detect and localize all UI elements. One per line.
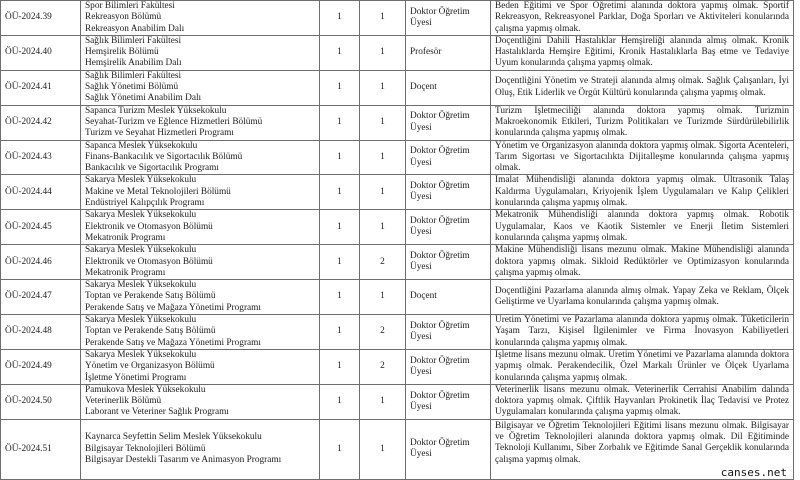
program-name: Bilgisayar Destekli Tasarım ve Animasyon Programı bbox=[85, 455, 282, 466]
academic-unit bbox=[81, 1, 320, 36]
staff-count: 1 bbox=[360, 1, 406, 36]
position-requirements: Yönetim ve Organizasyon alanında doktora yapmış olmak. Sigorta Acenteleri, Tarım Sigortası ve Sigortacılıkta Dijitalleşme konularında çalışma yapmış olmak. bbox=[491, 140, 794, 175]
position-count: 1 bbox=[320, 349, 360, 384]
position-count: 1 bbox=[320, 245, 360, 280]
academic-unit bbox=[81, 280, 320, 315]
position-code: ÖÜ-2024.45 bbox=[1, 210, 81, 245]
position-count: 1 bbox=[320, 70, 360, 105]
position-code: ÖÜ-2024.49 bbox=[1, 349, 81, 384]
faculty-name: Sakarya Meslek Yüksekokulu bbox=[85, 210, 197, 221]
program-name: Hemşirelik Anabilim Dalı bbox=[85, 58, 182, 69]
academic-title: Doktor Öğretim Üyesi bbox=[406, 210, 491, 245]
position-count: 1 bbox=[320, 140, 360, 175]
position-count: 1 bbox=[320, 175, 360, 210]
program-name: Perakende Satış ve Mağaza Yönetimi Programı bbox=[85, 302, 261, 313]
department-name: Sağlık Yönetimi Bölümü bbox=[85, 82, 179, 93]
position-count: 1 bbox=[320, 105, 360, 140]
academic-unit bbox=[81, 210, 320, 245]
program-name: Perakende Satış ve Mağaza Yönetimi Programı bbox=[85, 337, 261, 348]
staff-count: 1 bbox=[360, 35, 406, 70]
academic-unit bbox=[81, 140, 320, 175]
staff-count: 1 bbox=[360, 70, 406, 105]
position-code: ÖÜ-2024.43 bbox=[1, 140, 81, 175]
table-row bbox=[1, 315, 794, 350]
academic-unit bbox=[81, 384, 320, 419]
position-code: ÖÜ-2024.47 bbox=[1, 280, 81, 315]
program-name: Sağlık Yönetimi Anabilim Dalı bbox=[85, 93, 202, 104]
department-name: Toptan ve Perakende Satış Bölümü bbox=[85, 291, 216, 302]
table-row bbox=[1, 175, 794, 210]
academic-title: Doktor Öğretim Üyesi bbox=[406, 105, 491, 140]
position-code: ÖÜ-2024.41 bbox=[1, 70, 81, 105]
academic-unit bbox=[81, 70, 320, 105]
program-name: Turizm ve Seyahat Hizmetleri Programı bbox=[85, 128, 234, 139]
position-requirements: Makine Mühendisliği lisans mezunu olmak. Makine Mühendisliği alanında doktora yapmış olmak. Sikloid Redüktörler ve Optimizasyon konularında çalışma yapmış olmak. bbox=[491, 245, 794, 280]
faculty-name: Sakarya Meslek Yüksekokulu bbox=[85, 349, 197, 360]
staff-count: 1 bbox=[360, 384, 406, 419]
position-requirements: Bilgisayar ve Öğretim Teknolojileri Eğitimi lisans mezunu olmak. Bilgisayar ve Öğretim Teknolojileri alanında doktora yapmış olmak. Dil Eğitiminde Teknoloji Kullanımı, Siber Zorbalık ve Eğitimde Sanal Gerçeklik konularında çalışma yapmış olmak. bbox=[495, 420, 789, 465]
position-code: ÖÜ-2024.46 bbox=[1, 245, 81, 280]
faculty-name: Sağlık Bilimleri Fakültesi bbox=[85, 35, 182, 46]
faculty-name: Sakarya Meslek Yüksekokulu bbox=[85, 245, 197, 256]
faculty-name: Sakarya Meslek Yüksekokulu bbox=[85, 315, 197, 326]
table-row bbox=[1, 105, 794, 140]
position-requirements: Mekatronik Mühendisliği alanında doktora yapmış olmak. Robotik Uygulamalar, Kaos ve Kaotik Sistemler ve Enerji İletim Sistemleri konularında çalışma yapmış olmak. bbox=[491, 210, 794, 245]
faculty-name: Sapanca Meslek Yüksekokulu bbox=[85, 140, 198, 151]
academic-unit bbox=[81, 245, 320, 280]
faculty-name: Sakarya Meslek Yüksekokulu bbox=[85, 175, 197, 186]
position-code: ÖÜ-2024.51 bbox=[1, 419, 81, 479]
position-count: 1 bbox=[320, 1, 360, 36]
position-count: 1 bbox=[320, 280, 360, 315]
faculty-name: Sapanca Turizm Meslek Yüksekokulu bbox=[85, 105, 227, 116]
table-row bbox=[1, 349, 794, 384]
position-requirements: Doçentliğini Pazarlama alanında almış olmak. Yapay Zeka ve Reklam, Ölçek Geliştirme ve Uyarlama konularında çalışma yapmış olmak. bbox=[491, 280, 794, 315]
program-name: Bankacılık ve Sigortacılık Programı bbox=[85, 163, 220, 174]
table-row bbox=[1, 210, 794, 245]
department-name: Toptan ve Perakende Satış Bölümü bbox=[85, 326, 216, 337]
program-name: Mekatronik Programı bbox=[85, 232, 166, 243]
academic-unit bbox=[81, 419, 320, 479]
department-name: Elektronik ve Otomasyon Bölümü bbox=[85, 256, 213, 267]
academic-title: Profesör bbox=[406, 35, 491, 70]
staff-count: 1 bbox=[360, 140, 406, 175]
program-name: Mekatronik Programı bbox=[85, 267, 166, 278]
position-count: 1 bbox=[320, 315, 360, 350]
staff-count: 1 bbox=[360, 210, 406, 245]
academic-title: Doktor Öğretim Üyesi bbox=[406, 315, 491, 350]
department-name: Veterinerlik Bölümü bbox=[85, 396, 162, 407]
table-row bbox=[1, 419, 794, 479]
faculty-name: Kaynarca Seyfettin Selim Meslek Yüksekokulu bbox=[85, 432, 262, 443]
staff-count: 1 bbox=[360, 105, 406, 140]
watermark: canses.net bbox=[720, 465, 787, 479]
program-name: Rekreasyon Anabilim Dalı bbox=[85, 23, 185, 34]
position-count: 1 bbox=[320, 384, 360, 419]
table-row bbox=[1, 1, 794, 36]
academic-title: Doktor Öğretim Üyesi bbox=[406, 349, 491, 384]
staff-count: 2 bbox=[360, 315, 406, 350]
position-code: ÖÜ-2024.48 bbox=[1, 315, 81, 350]
position-requirements: Üretim Yönetimi ve Pazarlama alanında doktora yapmış olmak. Tüketicilerin Yaşam Tarzı, Kişisel İlgilenimler ve Firma İnovasyon Kabiliyetleri konularında çalışma yapmış olmak. bbox=[491, 315, 794, 350]
academic-title: Doktor Öğretim Üyesi bbox=[406, 1, 491, 36]
staff-count: 1 bbox=[360, 280, 406, 315]
academic-title: Doktor Öğretim Üyesi bbox=[406, 245, 491, 280]
position-requirements: Doçentliğini Yönetim ve Strateji alanında almış olmak. Sağlık Çalışanları, İyi Oluş, Etik Liderlik ve Örgüt Kültürü konularında çalışma yapmış olmak. bbox=[491, 70, 794, 105]
academic-title: Doktor Öğretim Üyesi bbox=[406, 419, 491, 479]
academic-title: Doktor Öğretim Üyesi bbox=[406, 140, 491, 175]
program-name: Endüstriyel Kalıpçılık Programı bbox=[85, 198, 205, 209]
position-requirements: Doçentliğini Dahili Hastalıklar Hemşireliği alanında almış olmak. Kronik Hastalıklarda Hemşire Eğitimi, Kronik Hastalıklarla Baş etme ve Tedaviye Uyum konularında çalışma yapmış olmak. bbox=[491, 35, 794, 70]
academic-title: Doktor Öğretim Üyesi bbox=[406, 384, 491, 419]
staff-count: 1 bbox=[360, 175, 406, 210]
table-row bbox=[1, 280, 794, 315]
department-name: Rekreasyon Bölümü bbox=[85, 12, 162, 23]
table-row bbox=[1, 245, 794, 280]
table-row bbox=[1, 70, 794, 105]
faculty-name: Spor Bilimleri Fakültesi bbox=[85, 1, 175, 11]
position-count: 1 bbox=[320, 210, 360, 245]
academic-title: Doçent bbox=[406, 280, 491, 315]
staff-count: 2 bbox=[360, 245, 406, 280]
program-name: İşletme Yönetimi Programı bbox=[85, 372, 187, 383]
academic-title: Doçent bbox=[406, 70, 491, 105]
department-name: Elektronik ve Otomasyon Bölümü bbox=[85, 221, 213, 232]
department-name: Yönetim ve Organizasyon Bölümü bbox=[85, 361, 215, 372]
program-name: Laborant ve Veteriner Sağlık Programı bbox=[85, 407, 229, 418]
table-row bbox=[1, 140, 794, 175]
department-name: Hemşirelik Bölümü bbox=[85, 47, 159, 58]
academic-unit bbox=[81, 175, 320, 210]
faculty-name: Sakarya Meslek Yüksekokulu bbox=[85, 280, 197, 291]
position-count: 1 bbox=[320, 419, 360, 479]
faculty-name: Sağlık Bilimleri Fakültesi bbox=[85, 70, 182, 81]
position-requirements: Turizm İşletmeciliği alanında doktora yapmış olmak. Turizmin Makroekonomik Etkileri, Turizm Politikaları ve Turizmde Sürdürülebilirlik konularında çalışma yapmış olmak. bbox=[491, 105, 794, 140]
position-code: ÖÜ-2024.50 bbox=[1, 384, 81, 419]
position-code: ÖÜ-2024.40 bbox=[1, 35, 81, 70]
position-requirements: İmalat Mühendisliği alanında doktora yapmış olmak. Ultrasonik Talaş Kaldırma Uygulamaları, Kriyojenik İşlem Uygulamaları ve Kalıp Çelikleri konularında çalışma yapmış olmak. bbox=[491, 175, 794, 210]
table-row bbox=[1, 35, 794, 70]
staff-count: 1 bbox=[360, 419, 406, 479]
table-row bbox=[1, 384, 794, 419]
watermark-slot bbox=[719, 467, 789, 479]
position-code: ÖÜ-2024.44 bbox=[1, 175, 81, 210]
academic-unit bbox=[81, 315, 320, 350]
faculty-name: Pamukova Meslek Yüksekokulu bbox=[85, 384, 206, 395]
table-body bbox=[1, 1, 794, 480]
position-requirements: Veterinerlik lisans mezunu olmak. Veterinerlik Cerrahisi Anabilim dalında doktora yapmış olmak. Çiftlik Hayvanları Prokinetik İlaç Tedavisi ve Protez Uygulamaları konularında çalışma yapmış olmak. bbox=[491, 384, 794, 419]
position-count: 1 bbox=[320, 35, 360, 70]
department-name: Finans-Bankacılık ve Sigortacılık Bölümü bbox=[85, 151, 243, 162]
staff-count: 2 bbox=[360, 349, 406, 384]
department-name: Makine ve Metal Teknolojileri Bölümü bbox=[85, 186, 231, 197]
academic-unit bbox=[81, 349, 320, 384]
position-requirements: İşletme lisans mezunu olmak. Üretim Yönetimi ve Pazarlama alanında doktora yapmış olmak. Perakendecilik, Özel Markalı Ürünler ve Ölçek Uyarlama konularında çalışma yapmış olmak. bbox=[491, 349, 794, 384]
academic-title: Doktor Öğretim Üyesi bbox=[406, 175, 491, 210]
academic-unit bbox=[81, 35, 320, 70]
position-requirements: Beden Eğitimi ve Spor Öğretimi alanında doktora yapmış olmak. Sportif Rekreasyon, Rekreasyonel Parklar, Doğa Sporları ve Aktiviteleri konularında çalışma yapmış olmak. bbox=[491, 1, 794, 36]
position-code: ÖÜ-2024.42 bbox=[1, 105, 81, 140]
position-requirements-cell bbox=[491, 419, 794, 479]
department-name: Seyahat-Turizm ve Eğlence Hizmetleri Bölümü bbox=[85, 116, 263, 127]
position-code: ÖÜ-2024.39 bbox=[1, 1, 81, 36]
department-name: Bilgisayar Teknolojileri Bölümü bbox=[85, 443, 206, 454]
academic-unit bbox=[81, 105, 320, 140]
